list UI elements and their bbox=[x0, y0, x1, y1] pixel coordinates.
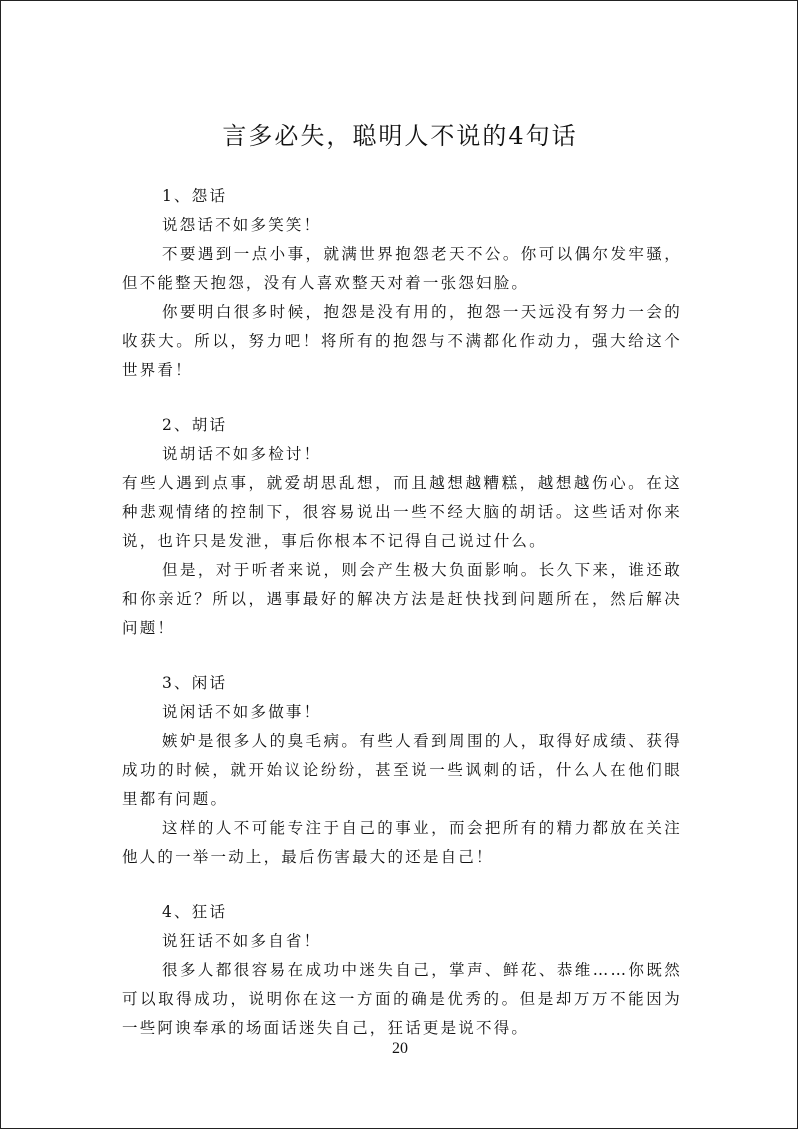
section-complaint bbox=[122, 182, 682, 385]
section-gossip bbox=[122, 669, 682, 872]
section-paragraph: 但是，对于听者来说，则会产生极大负面影响。长久下来，谁还敢和你亲近？所以，遇事最好的解决方法是赶快找到问题所在，然后解决问题！ bbox=[122, 561, 682, 637]
section-paragraph: 很多人都很容易在成功中迷失自己，掌声、鲜花、恭维……你既然可以取得成功，说明你在这一方面的确是优秀的。但是却万万不能因为一些阿谀奉承的场面话迷失自己，狂话更是说不得。 bbox=[122, 961, 682, 1037]
section-paragraph: 嫉妒是很多人的臭毛病。有些人看到周围的人，取得好成绩、获得成功的时候，就开始议论纷纷，甚至说一些讽刺的话，什么人在他们眼里都有问题。 bbox=[122, 732, 682, 808]
section-paragraph: 不要遇到一点小事，就满世界抱怨老天不公。你可以偶尔发牢骚，但不能整天抱怨，没有人喜欢整天对着一张怨妇脸。 bbox=[122, 245, 682, 292]
section-motto: 说怨话不如多笑笑！ bbox=[162, 216, 322, 234]
section-paragraph: 有些人遇到点事，就爱胡思乱想，而且越想越糟糕，越想越伤心。在这种悲观情绪的控制下，很容易说出一些不经大脑的胡话。这些话对你来说，也许只是发泄，事后你根本不记得自己说过什么。 bbox=[122, 474, 682, 550]
section-paragraph: 这样的人不可能专注于自己的事业，而会把所有的精力都放在关注他人的一举一动上，最后伤害最大的还是自己！ bbox=[122, 819, 682, 866]
section-motto: 说闲话不如多做事！ bbox=[162, 703, 322, 721]
section-heading: 3、闲话 bbox=[162, 674, 228, 692]
article-body bbox=[122, 182, 682, 1069]
section-motto: 说狂话不如多自省！ bbox=[162, 932, 322, 950]
section-paragraph: 你要明白很多时候，抱怨是没有用的，抱怨一天远没有努力一会的收获大。所以，努力吧！将所有的抱怨与不满都化作动力，强大给这个世界看！ bbox=[122, 303, 682, 379]
section-motto: 说胡话不如多检讨！ bbox=[162, 445, 322, 463]
section-heading: 4、狂话 bbox=[162, 903, 228, 921]
section-arrogance bbox=[122, 898, 682, 1043]
page-number: 20 bbox=[392, 1040, 408, 1057]
section-nonsense bbox=[122, 411, 682, 643]
section-heading: 1、怨话 bbox=[162, 187, 228, 205]
section-heading: 2、胡话 bbox=[162, 416, 228, 434]
page-title: 言多必失，聪明人不说的4句话 bbox=[222, 122, 578, 150]
